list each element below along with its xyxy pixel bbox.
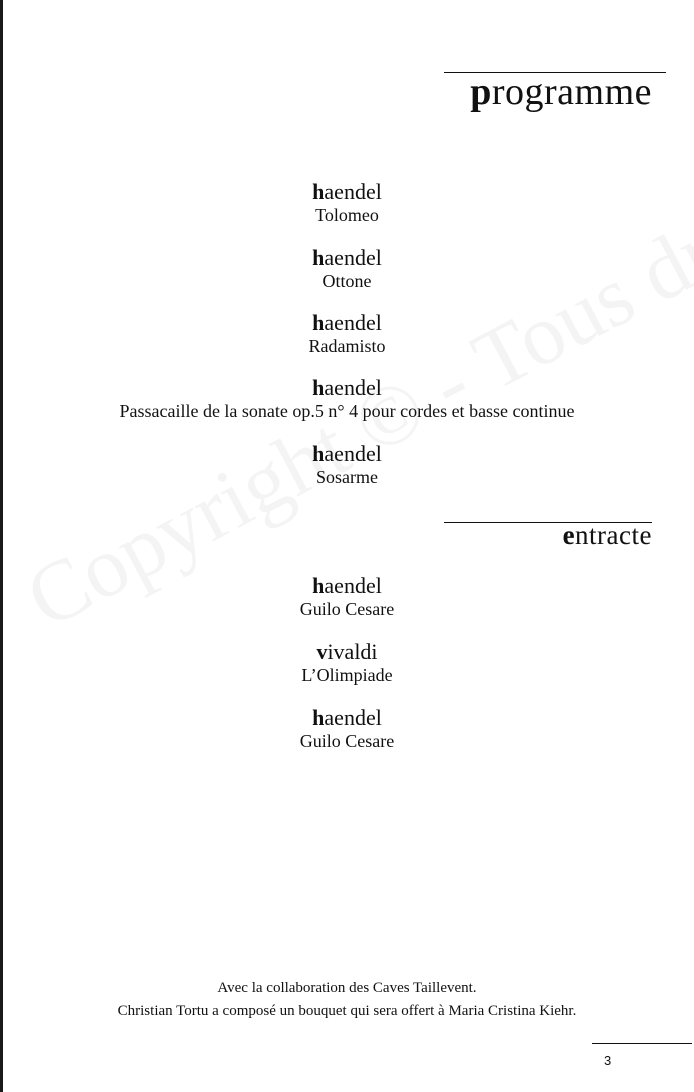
work-title: L’Olimpiade	[301, 665, 393, 685]
composer-rest: aendel	[324, 573, 382, 598]
composer-initial: h	[312, 310, 325, 335]
work-title: Guilo Cesare	[299, 731, 395, 751]
footer-line-bouquet: Christian Tortu a composé un bouquet qui sera offert à Maria Cristina Kiehr.	[117, 1003, 577, 1019]
page-number-rule	[592, 1043, 692, 1044]
entracte-heading-initial: e	[562, 520, 576, 550]
composer-rest: ivaldi	[327, 639, 378, 664]
programme-item	[0, 311, 694, 357]
programme-item	[0, 442, 694, 488]
programme-heading-rest: rogramme	[491, 71, 652, 113]
programme-item	[0, 246, 694, 292]
composer-name	[0, 180, 694, 204]
footer-line-collaboration: Avec la collaboration des Caves Taillevent.	[217, 980, 477, 996]
programme-item	[0, 706, 694, 752]
composer-rest: aendel	[324, 705, 382, 730]
composer-rest: aendel	[324, 245, 382, 270]
composer-name	[0, 706, 694, 730]
composer-initial: h	[312, 375, 325, 400]
footer-credits	[0, 977, 694, 1023]
programme-item	[0, 640, 694, 686]
composer-name	[0, 376, 694, 400]
composer-initial: h	[312, 179, 325, 204]
composer-name	[0, 246, 694, 270]
composer-rest: aendel	[324, 375, 382, 400]
composer-rest: aendel	[324, 441, 382, 466]
composer-name	[0, 574, 694, 598]
composer-initial: h	[312, 573, 325, 598]
programme-heading-initial: p	[470, 71, 492, 113]
work-title: Guilo Cesare	[299, 599, 395, 619]
programme-heading	[470, 70, 652, 114]
scan-edge	[0, 0, 3, 1092]
composer-initial: v	[316, 639, 328, 664]
composer-initial: h	[312, 441, 325, 466]
work-title: Sosarme	[316, 467, 378, 487]
page-number: 3	[604, 1053, 612, 1068]
composer-rest: aendel	[324, 310, 382, 335]
entracte-heading-rest: ntracte	[575, 520, 652, 550]
work-title: Passacaille de la sonate op.5 n° 4 pour cordes et basse continue	[119, 401, 575, 421]
work-title: Tolomeo	[315, 205, 379, 225]
work-title: Radamisto	[308, 336, 386, 356]
programme-item	[0, 574, 694, 620]
composer-name	[0, 442, 694, 466]
composer-initial: h	[312, 705, 325, 730]
programme-item	[0, 180, 694, 226]
entracte-heading	[563, 520, 652, 551]
work-title: Ottone	[322, 271, 372, 291]
composer-rest: aendel	[324, 179, 382, 204]
composer-name	[0, 311, 694, 335]
composer-name	[0, 640, 694, 664]
composer-initial: h	[312, 245, 325, 270]
programme-item	[0, 376, 694, 422]
